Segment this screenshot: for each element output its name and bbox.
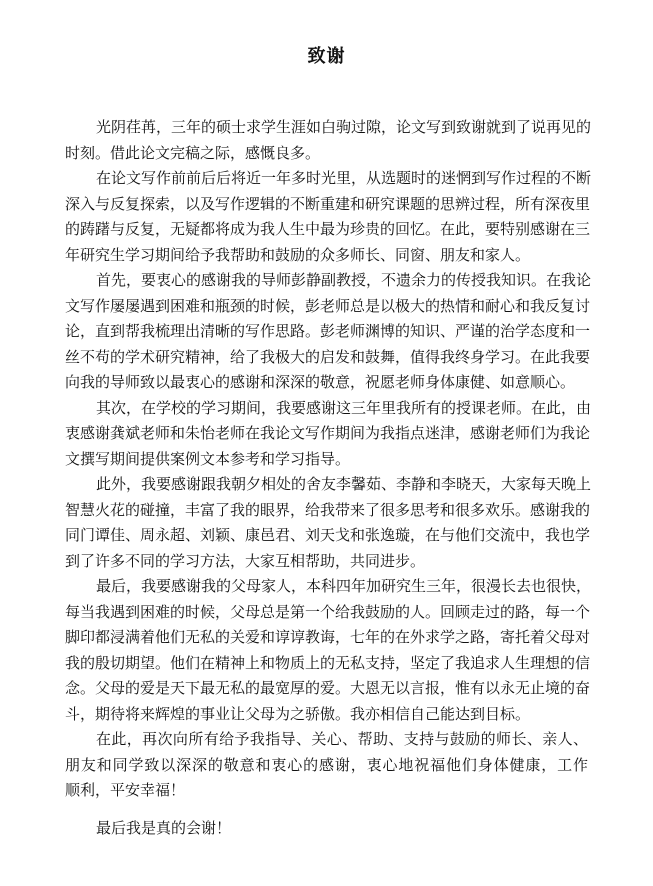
- paragraph-line: 文写作屡屡遇到困难和瓶颈的时候，彭老师总是以极大的热情和耐心和我反复讨: [65, 296, 591, 315]
- paragraph-line: 每当我遇到困难的时候，父母总是第一个给我鼓励的人。回顾走过的路，每一个: [65, 602, 591, 621]
- paragraph-line: 此外，我要感谢跟我朝夕相处的舍友李馨茹、李静和李晓天，大家每天晚上: [96, 475, 592, 493]
- paragraph-line: 首先，要衷心的感谢我的导师彭静副教授，不遗余力的传授我知识。在我论: [96, 271, 592, 289]
- paragraph-line: 深入与反复探索，以及写作逻辑的不断重建和研究课题的思辨过程，所有深夜里: [65, 194, 591, 213]
- paragraph-line: 时刻。借此论文完稿之际，感慨良多。: [65, 143, 321, 162]
- paragraph-line: 其次，在学校的学习期间，我要感谢这三年里我所有的授课老师。在此，由: [96, 398, 592, 417]
- paragraph-line: 论，直到帮我梳理出清晰的写作思路。彭老师渊博的知识、严谨的治学态度和一: [65, 322, 591, 340]
- document-body: [65, 115, 592, 804]
- paragraph: [65, 268, 592, 396]
- paragraph-line: 智慧火花的碰撞，丰富了我的眼界，给我带来了很多思考和很多欢乐。感谢我的: [65, 500, 591, 519]
- paragraph: [65, 472, 592, 574]
- paragraph: [65, 166, 592, 268]
- paragraph-line: 斗，期待将来辉煌的事业让父母为之骄傲。我亦相信自己能达到目标。: [65, 704, 531, 723]
- paragraph-line: 的踌躇与反复，无疑都将成为我人生中最为珍贵的回忆。在此，要特别感谢在三: [65, 220, 591, 238]
- paragraph-line: 光阴荏苒，三年的硕士求学生涯如白驹过隙，论文写到致谢就到了说再见的: [96, 118, 592, 136]
- paragraph: [65, 727, 588, 804]
- paragraph-line: 向我的导师致以最衷心的感谢和深深的敬意，祝愿老师身体康健、如意顺心。: [65, 373, 576, 391]
- paragraph-line: 顺利，平安幸福！: [65, 781, 186, 799]
- paragraph-line: 最后，我要感谢我的父母家人，本科四年加研究生三年，很漫长去也很快，: [96, 577, 592, 595]
- paragraph-line: 我的殷切期望。他们在精神上和物质上的无私支持，坚定了我追求人生理想的信: [65, 653, 591, 672]
- paragraph-line: 朋友和同学致以深深的敬意和衷心的感谢，衷心地祝福他们身体健康，工作: [65, 755, 588, 774]
- paragraph-line: 在此，再次向所有给予我指导、关心、帮助、支持与鼓励的师长、亲人、: [96, 730, 588, 748]
- paragraph-line: 年研究生学习期间给予我帮助和鼓励的众多师长、同窗、朋友和家人。: [65, 245, 531, 264]
- paragraph-line: 到了许多不同的学习方法，大家互相帮助，共同进步。: [65, 551, 426, 570]
- paragraph: [65, 115, 592, 166]
- paragraph-line: 念。父母的爱是天下最无私的最宽厚的爱。大恩无以言报，惟有以永无止境的奋: [65, 679, 591, 697]
- paragraph-line: 文撰写期间提供案例文本参考和学习指导。: [65, 449, 351, 468]
- paragraph-line: 衷感谢龚斌老师和朱怡老师在我论文写作期间为我指点迷津，感谢老师们为我论: [65, 424, 591, 442]
- paragraph-line: 在论文写作前前后后将近一年多时光里，从选题时的迷惘到写作过程的不断: [96, 169, 592, 187]
- paragraph: [65, 574, 592, 727]
- paragraph: [65, 396, 592, 473]
- paragraph-line: 脚印都浸满着他们无私的关爱和谆谆教诲，七年的在外求学之路，寄托着父母对: [65, 628, 591, 646]
- closing-line: 最后我是真的会谢！: [96, 819, 232, 837]
- paragraph-line: 同门谭佳、周永超、刘颖、康邑君、刘天戈和张逸璇，在与他们交流中，我也学: [65, 526, 591, 544]
- paragraph-line: 丝不苟的学术研究精神，给了我极大的启发和鼓舞，值得我终身学习。在此我要: [65, 347, 591, 366]
- page-title: 致谢: [307, 46, 346, 67]
